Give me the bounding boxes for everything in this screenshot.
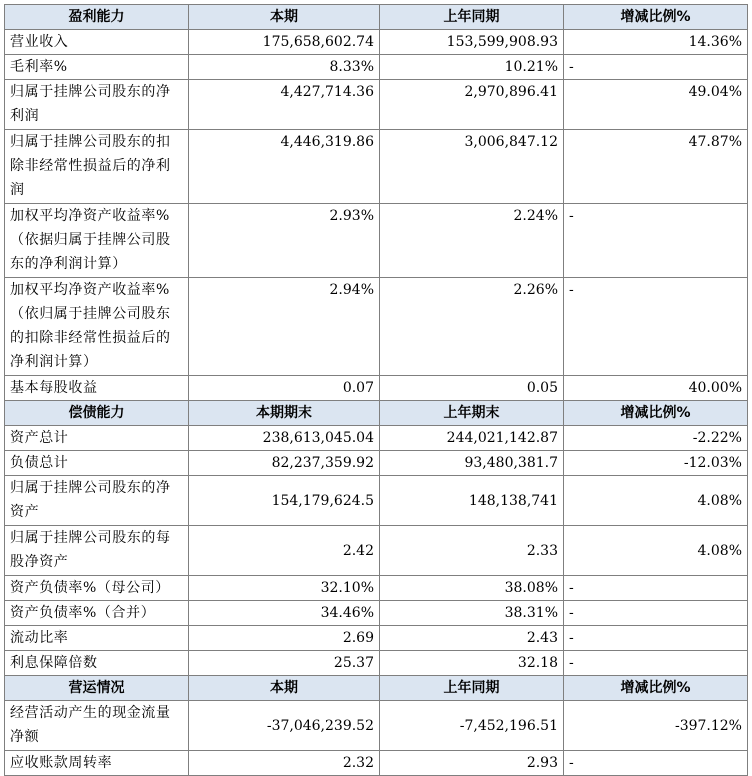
- row-label: 归属于挂牌公司股东的净资产: [5, 476, 189, 526]
- table-row: [5, 278, 748, 376]
- header-cell: 上年同期: [380, 676, 564, 701]
- row-label: 负债总计: [5, 451, 189, 476]
- table-row: [5, 651, 748, 676]
- prior-value: 93,480,381.7: [380, 451, 564, 476]
- change-value: -: [564, 55, 748, 80]
- header-cell: 本期期末: [189, 401, 380, 426]
- prior-value: 148,138,741: [380, 476, 564, 526]
- table-row: [5, 426, 748, 451]
- header-cell: 增减比例%: [564, 5, 748, 30]
- change-value: -: [564, 576, 748, 601]
- change-value: -: [564, 651, 748, 676]
- current-value: 34.46%: [189, 601, 380, 626]
- change-value: -2.22%: [564, 426, 748, 451]
- row-label: 归属于挂牌公司股东的每股净资产: [5, 526, 189, 576]
- row-label: 归属于挂牌公司股东的扣除非经常性损益后的净利润: [5, 130, 189, 204]
- current-value: 4,427,714.36: [189, 80, 380, 130]
- current-value: 175,658,602.74: [189, 30, 380, 55]
- current-value: 25.37: [189, 651, 380, 676]
- change-value: 40.00%: [564, 376, 748, 401]
- prior-value: 244,021,142.87: [380, 426, 564, 451]
- change-value: -: [564, 751, 748, 776]
- table-row: [5, 80, 748, 130]
- table-row: [5, 751, 748, 776]
- current-value: 32.10%: [189, 576, 380, 601]
- table-row: [5, 601, 748, 626]
- prior-value: 2.33: [380, 526, 564, 576]
- row-label: 加权平均净资产收益率%（依据归属于挂牌公司股东的净利润计算）: [5, 204, 189, 278]
- prior-value: 10.21%: [380, 55, 564, 80]
- row-label: 加权平均净资产收益率%（依归属于挂牌公司股东的扣除非经常性损益后的净利润计算）: [5, 278, 189, 376]
- table-row: [5, 526, 748, 576]
- change-value: 4.08%: [564, 526, 748, 576]
- header-cell: 营运情况: [5, 676, 189, 701]
- prior-value: 32.18: [380, 651, 564, 676]
- table-row: [5, 701, 748, 751]
- header-cell: 本期: [189, 676, 380, 701]
- header-cell: 偿债能力: [5, 401, 189, 426]
- row-label: 基本每股收益: [5, 376, 189, 401]
- header-cell: 本期: [189, 5, 380, 30]
- change-value: 14.36%: [564, 30, 748, 55]
- header-cell: 增减比例%: [564, 401, 748, 426]
- header-cell: 盈利能力: [5, 5, 189, 30]
- prior-value: 2.43: [380, 626, 564, 651]
- prior-value: 2,970,896.41: [380, 80, 564, 130]
- current-value: 0.07: [189, 376, 380, 401]
- row-label: 资产总计: [5, 426, 189, 451]
- prior-value: 38.08%: [380, 576, 564, 601]
- prior-value: 38.31%: [380, 601, 564, 626]
- prior-value: -7,452,196.51: [380, 701, 564, 751]
- table-row: [5, 204, 748, 278]
- current-value: 8.33%: [189, 55, 380, 80]
- row-label: 营业收入: [5, 30, 189, 55]
- table-row: [5, 626, 748, 651]
- change-value: 47.87%: [564, 130, 748, 204]
- row-label: 资产负债率%（合并）: [5, 601, 189, 626]
- prior-value: 0.05: [380, 376, 564, 401]
- table-row: [5, 476, 748, 526]
- current-value: 2.69: [189, 626, 380, 651]
- table-row: [5, 576, 748, 601]
- row-label: 资产负债率%（母公司）: [5, 576, 189, 601]
- current-value: 2.94%: [189, 278, 380, 376]
- change-value: -: [564, 626, 748, 651]
- current-value: 154,179,624.5: [189, 476, 380, 526]
- table-row: [5, 55, 748, 80]
- header-cell: 上年期末: [380, 401, 564, 426]
- table-row: [5, 30, 748, 55]
- change-value: -12.03%: [564, 451, 748, 476]
- section-header-solvency: [5, 401, 748, 426]
- prior-value: 153,599,908.93: [380, 30, 564, 55]
- change-value: 4.08%: [564, 476, 748, 526]
- current-value: -37,046,239.52: [189, 701, 380, 751]
- financial-indicators-table: [4, 4, 748, 776]
- table-row: [5, 130, 748, 204]
- current-value: 2.32: [189, 751, 380, 776]
- row-label: 归属于挂牌公司股东的净利润: [5, 80, 189, 130]
- current-value: 4,446,319.86: [189, 130, 380, 204]
- change-value: -397.12%: [564, 701, 748, 751]
- row-label: 流动比率: [5, 626, 189, 651]
- current-value: 238,613,045.04: [189, 426, 380, 451]
- table-row: [5, 376, 748, 401]
- change-value: -: [564, 601, 748, 626]
- row-label: 利息保障倍数: [5, 651, 189, 676]
- prior-value: 2.24%: [380, 204, 564, 278]
- change-value: 49.04%: [564, 80, 748, 130]
- current-value: 2.93%: [189, 204, 380, 278]
- prior-value: 3,006,847.12: [380, 130, 564, 204]
- table-row: [5, 451, 748, 476]
- row-label: 经营活动产生的现金流量净额: [5, 701, 189, 751]
- current-value: 82,237,359.92: [189, 451, 380, 476]
- section-header-profitability: [5, 5, 748, 30]
- prior-value: 2.93: [380, 751, 564, 776]
- header-cell: 增减比例%: [564, 676, 748, 701]
- row-label: 毛利率%: [5, 55, 189, 80]
- change-value: -: [564, 204, 748, 278]
- row-label: 应收账款周转率: [5, 751, 189, 776]
- header-cell: 上年同期: [380, 5, 564, 30]
- section-header-operations: [5, 676, 748, 701]
- current-value: 2.42: [189, 526, 380, 576]
- change-value: -: [564, 278, 748, 376]
- prior-value: 2.26%: [380, 278, 564, 376]
